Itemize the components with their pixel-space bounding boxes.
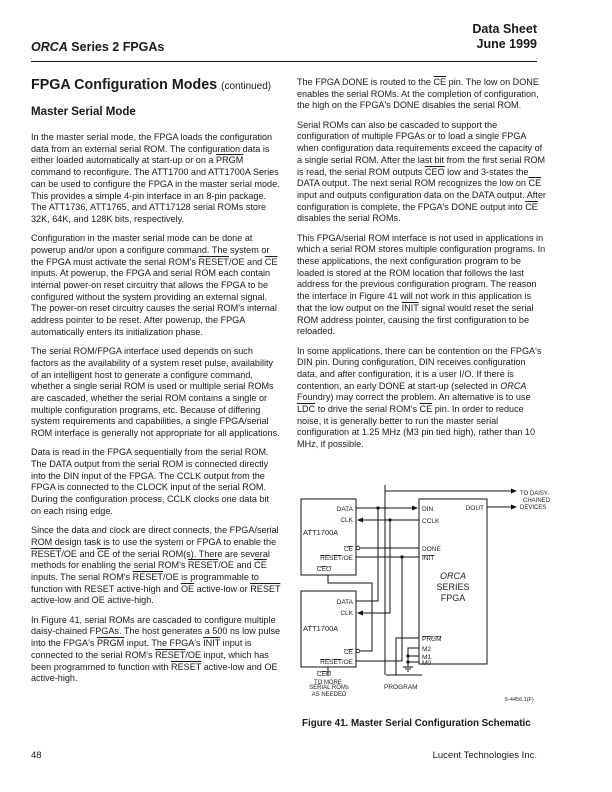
more-roms-label-1: TO MORE	[314, 680, 342, 685]
more-roms-label-2: SERIAL ROMs	[309, 685, 349, 691]
fpga-label-fpga: FPGA	[440, 593, 466, 603]
rom2-label: ATT1700A	[303, 624, 339, 633]
paragraph: Since the data and clock are direct connects, the FPGA/serial ROM design task is to use the system or FPGA to enable the RESET/OE and $\overline{CE}$ of the serial ROM(s). There are several methods for enabling the serial ROM's RESET/OE and $\overline{CE}$ inputs. The serial ROM's RESET/OE is programmable to function with RESET active-high and $\overline{OE}$ active-low or RESET active-low and OE active-high.	[31, 525, 281, 606]
fpga-label-orca: ORCA	[439, 571, 467, 581]
fpga-pin-prgm: PRGM	[422, 636, 442, 643]
doc-date: June 1999	[476, 37, 537, 51]
daisy-label-2: CHAINED	[523, 498, 551, 504]
fpga-pin-m2: M2	[422, 646, 432, 653]
header-rule	[31, 61, 537, 62]
rom2-pin-ce: CE	[343, 649, 353, 656]
doc-type: Data Sheet	[472, 22, 537, 36]
fpga-pin-init: INIT	[422, 555, 435, 562]
fpga-pin-dout: DOUT	[465, 505, 484, 512]
figure-caption: Figure 41. Master Serial Configuration Schematic	[302, 718, 531, 729]
fpga-pin-m1: M1	[422, 654, 432, 661]
product-name-italic: ORCA	[31, 40, 68, 54]
rom2-pin-reset: RESET/OE	[320, 659, 353, 666]
rom1-pin-reset: RESET/OE	[320, 555, 353, 562]
rom2-pin-data: DATA	[336, 599, 353, 606]
footer-company: Lucent Technologies Inc.	[432, 750, 537, 761]
junction-dot	[406, 654, 409, 657]
rom2-pin-clk: CLK	[340, 610, 353, 617]
paragraph: This FPGA/serial ROM interface is not used in applications in which a serial ROM stores multiple configuration programs. In these applications, the next configuration program to be loaded is stored at the ROM location that follows the last address for the previous configuration program. The reason the interface in Figure 41 will not work in this application is that the low output on the INIT signal would reset the serial ROM address pointer, causing the first configuration to be reloaded.	[297, 232, 546, 337]
junction-dot	[400, 555, 403, 558]
more-roms-label-3: AS NEEDED	[311, 691, 347, 698]
ce-bubble-icon	[356, 649, 360, 653]
section-title	[31, 77, 281, 95]
paragraph: In the master serial mode, the FPGA loads the configuration data from an external serial ROM. The configuration data is either loaded automatically at start-up or on a PRGM command to reconfigure. The ATT1700 and ATT1700A Series can be used to configure the FPGA in the master serial mode. This provides a simple 4-pin interface in an 8-pin package. The ATT1736, ATT1765, and ATT17128 serial ROMs store 32K, 64K, and 128K bits, respectively.	[31, 132, 280, 224]
paragraph: The FPGA DONE is routed to the $\overline{CE}$ pin. The low on DONE enables the serial ROMs. At the completion of configuration, the high on the FPGA's DONE disables the serial ROM.	[297, 77, 539, 111]
rom1-pin-ceo: CEO	[317, 566, 332, 573]
junction-dot	[406, 660, 409, 663]
wire-mode	[408, 648, 419, 667]
section-title-suffix: (continued)	[221, 81, 272, 92]
rom1-pin-clk: CLK	[340, 517, 353, 524]
rom1-pin-data: DATA	[336, 506, 353, 513]
daisy-label-1: TO DAISY-	[520, 491, 550, 497]
left-column	[31, 77, 281, 693]
fpga-pin-m0: M0	[422, 660, 432, 667]
junction-dot	[388, 518, 391, 521]
running-header-meta	[472, 22, 537, 52]
rom1-label: ATT1700A	[303, 528, 339, 537]
wire-init2	[356, 557, 402, 661]
subsection-title: Master Serial Mode	[31, 106, 136, 118]
junction-dot	[376, 506, 379, 509]
running-header-title	[31, 40, 164, 54]
fpga-pin-din: DIN	[422, 506, 434, 513]
fpga-label-series: SERIES	[436, 582, 470, 592]
paragraph: In Figure 41, serial ROMs are cascaded to configure multiple daisy-chained FPGAs. The host generates a 500 ns low pulse into the FPGA's PRGM input. The FPGA's INIT input is connected to the serial ROM's RESET/OE input, which has been programmed to function with RESET active-low and OE active-high.	[31, 614, 281, 684]
paragraph: Serial ROMs can also be cascaded to support the configuration of multiple FPGAs or to load a single FPGA when configuration data requirements exceed the capacity of a single serial ROM. After the last bit from the first serial ROM is read, the serial ROM outputs $\overline{CEO}$ low and 3-states the DATA output. The next serial ROM recognizes the low on $\overline{CE}$ input and outputs configuration data on the DATA output. After configuration is complete, the FPGA's DONE output into $\overline{CE}$ disables the serial ROMs.	[297, 119, 546, 224]
more-roms-label	[300, 685, 358, 698]
page-number: 48	[31, 750, 42, 761]
fpga-pin-cclk: CCLK	[422, 518, 440, 525]
daisy-label-3: DEVICES	[520, 505, 547, 511]
ce-bubble-icon	[356, 546, 360, 550]
figure-id: 5-4456.1(F)	[505, 697, 534, 703]
paragraph: In some applications, there can be contention on the FPGA's DIN pin. During configuration, DIN receives configuration data, and after configuration, it is a user I/O. If there is contention, an early DONE at start-up (selected in ORCA Foundry) may correct the problem. An alternative is to use $\overline{LDC}$ to drive the serial ROM's $\overline{CE}$ pin. In order to reduce noise, it is generally better to run the master serial configuration at 1.25 MHz (M3 pin tied high), rather than 10 MHz, if possible.	[297, 345, 542, 450]
paragraph: Data is read in the FPGA sequentially from the serial ROM. The DATA output from the serial ROM is connected directly into the DIN input of the FPGA. The CCLK output from the FPGA is connected to the CLOCK input of the serial ROM. During the configuration process, CCLK clocks one data bit on each rising edge.	[31, 447, 270, 516]
paragraph: The serial ROM/FPGA interface used depends on such factors as the availability of a system reset pulse, availability of an intelligent host to generate a configure command, whether a single serial ROM is used or multiple serial ROMs are cascaded, whether the serial ROM contains a single or multiple configuration programs, etc. Because of differing system requirements and capabilities, a single FPGA/serial ROM interface is generally not appropriate for all applications.	[31, 346, 280, 439]
rom1-pin-ce: CE	[343, 546, 353, 553]
product-name-rest: Series 2 FPGAs	[67, 40, 165, 54]
section-title-text: FPGA Configuration Modes	[31, 77, 218, 93]
program-label: PROGRAM	[384, 684, 418, 691]
paragraph: Configuration in the master serial mode can be done at powerup and/or upon a configure command. The system or the FPGA must activate the serial ROM's RESET/OE and $\overline{CE}$ inputs. At powerup, the FPGA and serial ROM each contain internal power-on reset circuitry that allows the FPGA to be configured without the system providing an external signal. The power-on reset circuitry causes the serial ROM's internal address pointer to be reset. After powerup, the FPGA automatically enters its initialization phase.	[31, 233, 278, 337]
wire-data2	[356, 508, 378, 601]
rom2-pin-ceo: CEO	[317, 671, 332, 678]
right-column	[297, 77, 547, 458]
master-serial-schematic	[290, 485, 570, 685]
fpga-pin-done: DONE	[422, 546, 441, 553]
